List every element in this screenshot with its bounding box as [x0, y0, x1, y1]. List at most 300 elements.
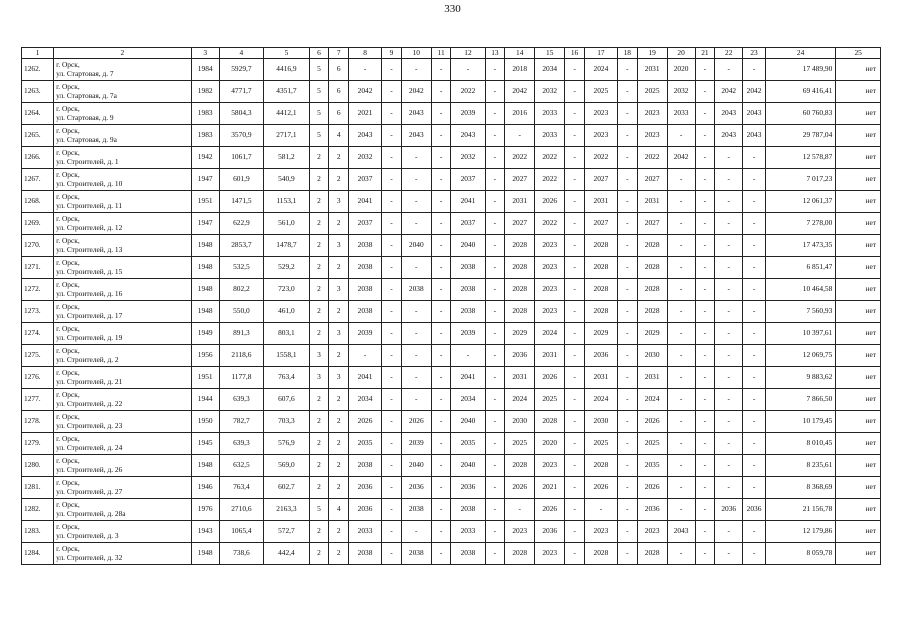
- table-cell: 1948: [191, 257, 219, 279]
- table-cell: -: [617, 367, 637, 389]
- table-row: [22, 345, 881, 367]
- address-cell: [54, 191, 192, 213]
- table-cell: 2036: [715, 499, 743, 521]
- table-cell: 2042: [667, 147, 695, 169]
- table-cell: 2022: [584, 147, 617, 169]
- table-cell: 2038: [451, 301, 485, 323]
- address-street: ул. Строителей, д. 16: [56, 288, 123, 298]
- table-row: [22, 301, 881, 323]
- table-cell: 2038: [401, 499, 431, 521]
- table-cell: 2026: [637, 477, 667, 499]
- address-street: ул. Строителей, д. 26: [56, 464, 123, 474]
- table-cell: -: [485, 279, 505, 301]
- table-cell: 2035: [637, 455, 667, 477]
- table-cell: 10 179,45: [765, 411, 835, 433]
- table-cell: 2023: [584, 125, 617, 147]
- address-cell: [54, 169, 192, 191]
- row-number: 1279.: [22, 433, 54, 455]
- page-number: 330: [444, 3, 461, 15]
- table-cell: 2022: [535, 213, 565, 235]
- table-row: [22, 125, 881, 147]
- table-cell: 602,7: [264, 477, 310, 499]
- table-cell: 2034: [349, 389, 382, 411]
- table-cell: -: [715, 257, 743, 279]
- table-cell: 2036: [584, 345, 617, 367]
- row-number: 1283.: [22, 521, 54, 543]
- table-cell: 2030: [637, 345, 667, 367]
- table-cell: 2034: [451, 389, 485, 411]
- table-cell: 2022: [535, 169, 565, 191]
- table-cell: -: [743, 235, 766, 257]
- table-cell: 2025: [584, 433, 617, 455]
- table-cell: 2038: [451, 279, 485, 301]
- table-cell: -: [382, 147, 402, 169]
- table-cell: нет: [836, 81, 881, 103]
- table-cell: -: [431, 521, 451, 543]
- table-cell: -: [715, 147, 743, 169]
- table-cell: -: [715, 389, 743, 411]
- table-row: [22, 169, 881, 191]
- table-cell: 8 059,78: [765, 543, 835, 565]
- table-cell: -: [667, 169, 695, 191]
- table-cell: -: [743, 411, 766, 433]
- table-cell: -: [382, 411, 402, 433]
- table-cell: 7 017,23: [765, 169, 835, 191]
- table-cell: 2036: [505, 345, 535, 367]
- table-cell: -: [451, 345, 485, 367]
- table-cell: -: [617, 169, 637, 191]
- table-cell: -: [565, 191, 585, 213]
- table-cell: -: [743, 279, 766, 301]
- table-cell: -: [667, 323, 695, 345]
- table-cell: 2038: [349, 257, 382, 279]
- row-number: 1270.: [22, 235, 54, 257]
- table-cell: 2: [329, 455, 349, 477]
- column-header: 19: [637, 48, 667, 59]
- address-street: ул. Строителей, д. 11: [56, 200, 123, 210]
- table-cell: 2028: [505, 257, 535, 279]
- table-cell: -: [617, 477, 637, 499]
- table-cell: -: [617, 455, 637, 477]
- table-row: [22, 257, 881, 279]
- table-cell: -: [715, 213, 743, 235]
- table-cell: 2: [309, 477, 329, 499]
- table-cell: 442,4: [264, 543, 310, 565]
- table-cell: -: [382, 367, 402, 389]
- table-cell: 9 883,62: [765, 367, 835, 389]
- table-cell: 2028: [505, 235, 535, 257]
- table-cell: 2043: [715, 125, 743, 147]
- table-cell: -: [715, 477, 743, 499]
- table-cell: 2: [309, 411, 329, 433]
- table-cell: -: [743, 191, 766, 213]
- table-cell: 2021: [349, 103, 382, 125]
- table-cell: -: [743, 389, 766, 411]
- table-cell: 2031: [535, 345, 565, 367]
- table-cell: 2036: [451, 477, 485, 499]
- table-cell: -: [401, 169, 431, 191]
- table-cell: 2023: [505, 521, 535, 543]
- table-cell: 2027: [505, 169, 535, 191]
- data-table: [21, 47, 881, 565]
- table-cell: 2025: [535, 389, 565, 411]
- table-cell: -: [565, 411, 585, 433]
- table-cell: 803,1: [264, 323, 310, 345]
- table-cell: 2: [309, 235, 329, 257]
- table-cell: -: [485, 125, 505, 147]
- table-cell: 2: [309, 191, 329, 213]
- table-cell: 532,5: [219, 257, 264, 279]
- address-street: ул. Строителей, д. 2: [56, 354, 119, 364]
- table-cell: 5: [309, 125, 329, 147]
- table-cell: -: [431, 389, 451, 411]
- table-cell: 2023: [535, 543, 565, 565]
- table-cell: -: [401, 213, 431, 235]
- row-number: 1265.: [22, 125, 54, 147]
- address-cell: [54, 477, 192, 499]
- table-cell: 3: [329, 323, 349, 345]
- table-cell: нет: [836, 147, 881, 169]
- table-cell: -: [349, 345, 382, 367]
- table-cell: -: [695, 81, 715, 103]
- table-cell: -: [715, 345, 743, 367]
- table-row: [22, 543, 881, 565]
- row-number: 1272.: [22, 279, 54, 301]
- table-cell: 29 787,04: [765, 125, 835, 147]
- table-cell: -: [565, 81, 585, 103]
- table-cell: -: [667, 257, 695, 279]
- row-number: 1273.: [22, 301, 54, 323]
- table-cell: 2024: [535, 323, 565, 345]
- column-header: 20: [667, 48, 695, 59]
- table-cell: нет: [836, 59, 881, 81]
- address-city: г. Орск,: [56, 60, 80, 70]
- table-cell: 2043: [715, 103, 743, 125]
- table-cell: -: [667, 345, 695, 367]
- table-cell: 1943: [191, 521, 219, 543]
- column-header: 17: [584, 48, 617, 59]
- table-cell: -: [695, 257, 715, 279]
- column-header: 10: [401, 48, 431, 59]
- table-cell: 2026: [535, 191, 565, 213]
- table-cell: 2043: [401, 125, 431, 147]
- table-cell: -: [667, 213, 695, 235]
- table-cell: -: [695, 345, 715, 367]
- table-cell: -: [667, 499, 695, 521]
- table-cell: 2024: [584, 59, 617, 81]
- table-cell: 2036: [349, 499, 382, 521]
- table-cell: 2163,3: [264, 499, 310, 521]
- table-cell: -: [565, 235, 585, 257]
- table-cell: -: [715, 301, 743, 323]
- table-cell: 2028: [637, 301, 667, 323]
- table-cell: -: [715, 279, 743, 301]
- table-cell: -: [401, 257, 431, 279]
- table-cell: 8 235,61: [765, 455, 835, 477]
- table-cell: 2028: [505, 543, 535, 565]
- column-header: 5: [264, 48, 310, 59]
- column-header: 25: [836, 48, 881, 59]
- table-cell: -: [565, 169, 585, 191]
- table-cell: -: [382, 59, 402, 81]
- table-cell: 2035: [451, 433, 485, 455]
- table-cell: 8 368,69: [765, 477, 835, 499]
- table-cell: -: [382, 477, 402, 499]
- table-cell: -: [382, 455, 402, 477]
- table-cell: нет: [836, 367, 881, 389]
- table-cell: 540,9: [264, 169, 310, 191]
- table-cell: -: [715, 411, 743, 433]
- table-cell: 632,5: [219, 455, 264, 477]
- table-cell: -: [431, 323, 451, 345]
- table-cell: -: [431, 279, 451, 301]
- table-cell: 2853,7: [219, 235, 264, 257]
- table-cell: 3: [309, 345, 329, 367]
- table-cell: нет: [836, 389, 881, 411]
- table-cell: 569,0: [264, 455, 310, 477]
- address-city: г. Орск,: [56, 148, 80, 158]
- table-cell: -: [743, 169, 766, 191]
- table-cell: 4: [329, 499, 349, 521]
- table-row: [22, 389, 881, 411]
- table-cell: 1944: [191, 389, 219, 411]
- table-cell: 2031: [637, 367, 667, 389]
- table-cell: -: [485, 433, 505, 455]
- address-city: г. Орск,: [56, 104, 80, 114]
- address-city: г. Орск,: [56, 434, 80, 444]
- table-cell: -: [617, 543, 637, 565]
- table-cell: 763,4: [264, 367, 310, 389]
- table-cell: 2033: [349, 521, 382, 543]
- table-cell: 2: [309, 301, 329, 323]
- table-cell: 2036: [401, 477, 431, 499]
- row-number: 1262.: [22, 59, 54, 81]
- table-cell: 2016: [505, 103, 535, 125]
- table-cell: 1983: [191, 125, 219, 147]
- table-cell: -: [743, 477, 766, 499]
- row-number: 1277.: [22, 389, 54, 411]
- address-city: г. Орск,: [56, 544, 80, 554]
- table-cell: 2: [309, 323, 329, 345]
- table-cell: 1951: [191, 191, 219, 213]
- table-cell: -: [431, 433, 451, 455]
- table-cell: 2041: [451, 191, 485, 213]
- address-city: г. Орск,: [56, 522, 80, 532]
- address-street: ул. Строителей, д. 21: [56, 376, 123, 386]
- table-cell: -: [431, 477, 451, 499]
- table-cell: 2031: [584, 191, 617, 213]
- address-city: г. Орск,: [56, 258, 80, 268]
- table-cell: -: [695, 125, 715, 147]
- table-cell: 2: [329, 345, 349, 367]
- table-cell: 1948: [191, 235, 219, 257]
- table-cell: 2028: [584, 543, 617, 565]
- table-cell: 3: [329, 367, 349, 389]
- table-cell: -: [565, 125, 585, 147]
- table-cell: 2027: [584, 169, 617, 191]
- table-cell: 2032: [535, 81, 565, 103]
- table-cell: 2039: [349, 323, 382, 345]
- table-cell: -: [401, 147, 431, 169]
- address-street: ул. Строителей, д. 15: [56, 266, 123, 276]
- table-cell: 2038: [349, 455, 382, 477]
- table-cell: -: [485, 103, 505, 125]
- row-number: 1284.: [22, 543, 54, 565]
- table-row: [22, 455, 881, 477]
- table-cell: -: [485, 147, 505, 169]
- table-cell: -: [695, 191, 715, 213]
- column-header: 24: [765, 48, 835, 59]
- table-cell: 2031: [505, 191, 535, 213]
- table-cell: нет: [836, 279, 881, 301]
- address-street: ул. Стартовая, д. 7а: [56, 90, 117, 100]
- table-cell: 2710,6: [219, 499, 264, 521]
- table-cell: нет: [836, 543, 881, 565]
- table-cell: 2043: [743, 125, 766, 147]
- address-city: г. Орск,: [56, 456, 80, 466]
- table-cell: 1478,7: [264, 235, 310, 257]
- table-cell: -: [431, 345, 451, 367]
- table-cell: 2034: [535, 59, 565, 81]
- table-cell: -: [565, 279, 585, 301]
- table-cell: -: [667, 389, 695, 411]
- address-city: г. Орск,: [56, 368, 80, 378]
- table-cell: 2030: [584, 411, 617, 433]
- table-cell: 2038: [451, 543, 485, 565]
- table-cell: 1983: [191, 103, 219, 125]
- row-number: 1266.: [22, 147, 54, 169]
- table-cell: -: [431, 455, 451, 477]
- table-cell: 2038: [451, 499, 485, 521]
- address-street: ул. Строителей, д. 17: [56, 310, 123, 320]
- table-cell: -: [695, 169, 715, 191]
- table-cell: -: [485, 345, 505, 367]
- table-cell: 607,6: [264, 389, 310, 411]
- table-cell: -: [617, 301, 637, 323]
- table-cell: 2041: [349, 367, 382, 389]
- table-cell: -: [485, 389, 505, 411]
- table-cell: -: [485, 323, 505, 345]
- address-cell: [54, 279, 192, 301]
- row-number: 1274.: [22, 323, 54, 345]
- table-row: [22, 147, 881, 169]
- table-cell: 2025: [505, 433, 535, 455]
- table-cell: 2033: [535, 103, 565, 125]
- row-number: 1275.: [22, 345, 54, 367]
- table-row: [22, 235, 881, 257]
- table-cell: 2022: [637, 147, 667, 169]
- table-cell: 2: [329, 433, 349, 455]
- table-cell: 782,7: [219, 411, 264, 433]
- table-cell: -: [382, 433, 402, 455]
- table-cell: -: [431, 411, 451, 433]
- table-cell: 2: [329, 169, 349, 191]
- table-cell: 622,9: [219, 213, 264, 235]
- table-cell: 2042: [349, 81, 382, 103]
- address-cell: [54, 125, 192, 147]
- table-cell: -: [695, 455, 715, 477]
- table-cell: 2026: [637, 411, 667, 433]
- address-cell: [54, 59, 192, 81]
- table-cell: -: [382, 81, 402, 103]
- table-cell: -: [431, 191, 451, 213]
- row-number: 1263.: [22, 81, 54, 103]
- address-cell: [54, 323, 192, 345]
- table-cell: нет: [836, 499, 881, 521]
- table-cell: -: [715, 323, 743, 345]
- table-cell: -: [382, 213, 402, 235]
- table-cell: -: [401, 323, 431, 345]
- table-cell: 639,3: [219, 433, 264, 455]
- table-cell: 2033: [535, 125, 565, 147]
- table-cell: -: [565, 257, 585, 279]
- table-cell: 2027: [505, 213, 535, 235]
- table-cell: 891,3: [219, 323, 264, 345]
- table-cell: 3: [329, 191, 349, 213]
- table-cell: -: [743, 521, 766, 543]
- table-cell: 2040: [451, 411, 485, 433]
- table-cell: -: [617, 499, 637, 521]
- column-header: 22: [715, 48, 743, 59]
- table-cell: -: [431, 543, 451, 565]
- table-cell: 2023: [637, 103, 667, 125]
- table-cell: 2: [329, 147, 349, 169]
- table-cell: 6: [329, 59, 349, 81]
- column-header: 16: [565, 48, 585, 59]
- table-cell: 2028: [637, 257, 667, 279]
- table-cell: -: [382, 125, 402, 147]
- table-cell: 2032: [451, 147, 485, 169]
- table-cell: 2035: [349, 433, 382, 455]
- table-cell: 639,3: [219, 389, 264, 411]
- column-header: 1: [22, 48, 54, 59]
- table-cell: 5: [309, 81, 329, 103]
- table-cell: 5804,3: [219, 103, 264, 125]
- address-city: г. Орск,: [56, 324, 80, 334]
- table-cell: 2031: [505, 367, 535, 389]
- table-cell: 3: [329, 279, 349, 301]
- table-cell: 2038: [401, 279, 431, 301]
- table-cell: -: [565, 345, 585, 367]
- table-cell: 2028: [584, 235, 617, 257]
- address-city: г. Орск,: [56, 170, 80, 180]
- address-cell: [54, 455, 192, 477]
- table-cell: 2040: [451, 235, 485, 257]
- address-cell: [54, 543, 192, 565]
- address-street: ул. Строителей, д. 24: [56, 442, 123, 452]
- table-cell: 2026: [505, 477, 535, 499]
- table-cell: -: [695, 213, 715, 235]
- table-cell: -: [431, 81, 451, 103]
- address-cell: [54, 411, 192, 433]
- table-cell: 2023: [584, 103, 617, 125]
- table-cell: 2043: [401, 103, 431, 125]
- table-cell: -: [431, 59, 451, 81]
- table-row: [22, 499, 881, 521]
- table-cell: нет: [836, 213, 881, 235]
- table-cell: -: [565, 521, 585, 543]
- table-cell: 12 179,86: [765, 521, 835, 543]
- table-cell: -: [485, 213, 505, 235]
- row-number: 1269.: [22, 213, 54, 235]
- table-cell: 2028: [505, 301, 535, 323]
- address-cell: [54, 235, 192, 257]
- column-header: 2: [54, 48, 192, 59]
- table-cell: 10 464,58: [765, 279, 835, 301]
- table-cell: -: [382, 389, 402, 411]
- table-cell: -: [743, 59, 766, 81]
- table-cell: 1976: [191, 499, 219, 521]
